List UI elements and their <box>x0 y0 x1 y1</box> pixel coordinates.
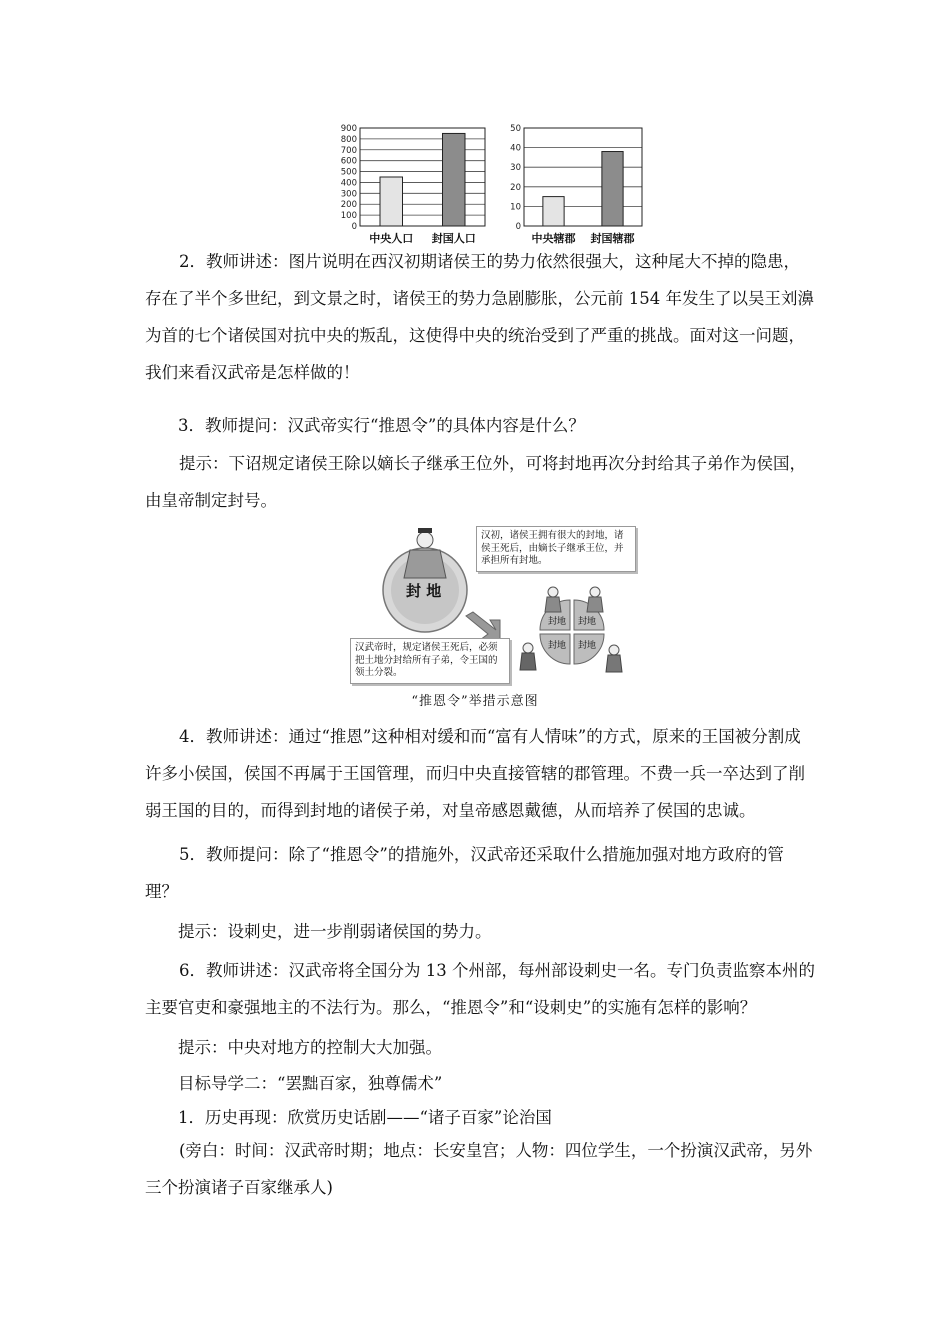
y-tick-label: 300 <box>340 189 357 200</box>
x-category-label: 封国人口 <box>431 232 476 245</box>
y-tick-label: 700 <box>340 145 357 156</box>
tuienling-illustration <box>348 520 640 688</box>
goal-2-heading: 目标导学二：“罢黜百家，独尊儒术” <box>178 1074 443 1093</box>
bubble-top: 汉初，诸侯王拥有很大的封地，诸侯王死后，由嫡长子继承王位，并承担所有封地。 <box>476 526 636 572</box>
bar <box>380 177 403 226</box>
commandery-chart <box>500 122 650 250</box>
population-chart-svg <box>330 122 490 250</box>
y-tick-label: 800 <box>340 134 357 145</box>
question-5: 5．教师提问：除了“推恩令”的措施外，汉武帝还采取什么措施加强对地方政府的管理？ <box>145 845 784 901</box>
y-tick-label: 30 <box>510 163 521 174</box>
question-3: 3．教师提问：汉武帝实行“推恩令”的具体内容是什么？ <box>178 416 585 435</box>
y-tick-label: 0 <box>351 222 357 232</box>
hint-5: 提示：设刺史，进一步削弱诸侯国的势力。 <box>178 922 492 941</box>
y-tick-label: 600 <box>340 156 357 167</box>
quadrant-label-1: 封地 <box>548 617 567 627</box>
narration-aside: (旁白：时间：汉武帝时期；地点：长安皇宫；人物：四位学生，一个扮演汉武帝，另外三个扮演诸子百家继承人) <box>145 1141 813 1197</box>
x-category-label: 中央人口 <box>369 232 414 245</box>
y-tick-label: 40 <box>510 143 521 154</box>
x-category-label: 中央辖郡 <box>531 232 576 245</box>
bar <box>443 133 466 226</box>
y-tick-label: 400 <box>340 178 357 189</box>
y-tick-label: 10 <box>510 202 521 213</box>
population-chart <box>330 122 490 250</box>
plot-frame <box>524 128 642 226</box>
hint-3: 提示：下诏规定诸侯王除以嫡长子继承王位外，可将封地再次分封给其子弟作为侯国，由皇帝制定封号。 <box>145 454 806 510</box>
x-category-label: 封国辖郡 <box>590 232 635 245</box>
plot-frame <box>360 128 485 226</box>
y-tick-label: 200 <box>340 200 357 211</box>
y-tick-label: 100 <box>340 211 357 222</box>
quadrant-label-4: 封地 <box>578 641 597 651</box>
y-tick-label: 0 <box>515 222 521 232</box>
bar <box>543 197 564 226</box>
y-tick-label: 50 <box>510 124 521 134</box>
quadrant-label-2: 封地 <box>578 617 597 627</box>
history-reenactment: 1．历史再现：欣赏历史话剧——“诸子百家”论治国 <box>178 1108 552 1127</box>
paragraph-2: 2．教师讲述：图片说明在西汉初期诸侯王的势力依然很强大，这种尾大不掉的隐患，存在了半个多世纪，到文景之时，诸侯王的势力急剧膨胀，公元前 154 年发生了以吴王刘濞为首的七个诸侯国对抗中央的叛乱，这使得中央的统治受到了严重的挑战。面对这一问题，我们来看汉武帝是怎样做的！ <box>145 252 814 382</box>
commandery-chart-svg <box>500 122 650 250</box>
y-tick-label: 500 <box>340 167 357 178</box>
paragraph-6: 6．教师讲述：汉武帝将全国分为 13 个州部，每州部设刺史一名。专门负责监察本州的主要官吏和豪强地主的不法行为。那么，“推恩令”和“设刺史”的实施有怎样的影响？ <box>145 961 815 1017</box>
y-tick-label: 20 <box>510 182 521 193</box>
y-tick-label: 900 <box>340 124 357 134</box>
bubble-bottom: 汉武帝时，规定诸侯王死后，必须把土地分封给所有子弟，令王国的领土分裂。 <box>350 638 510 684</box>
quadrant-label-3: 封地 <box>548 641 567 651</box>
bar <box>602 152 623 226</box>
paragraph-4: 4．教师讲述：通过“推恩”这种相对缓和而“富有人情味”的方式，原来的王国被分割成许多小侯国，侯国不再属于王国管理，而归中央直接管辖的郡管理。不费一兵一卒达到了削弱王国的目的，而得到封地的诸侯子弟，对皇帝感恩戴德，从而培养了侯国的忠诚。 <box>145 727 805 820</box>
hint-6: 提示：中央对地方的控制大大加强。 <box>178 1038 442 1057</box>
illustration-caption: “推恩令”举措示意图 <box>411 694 539 709</box>
big-fief-label: 封 地 <box>406 582 442 600</box>
